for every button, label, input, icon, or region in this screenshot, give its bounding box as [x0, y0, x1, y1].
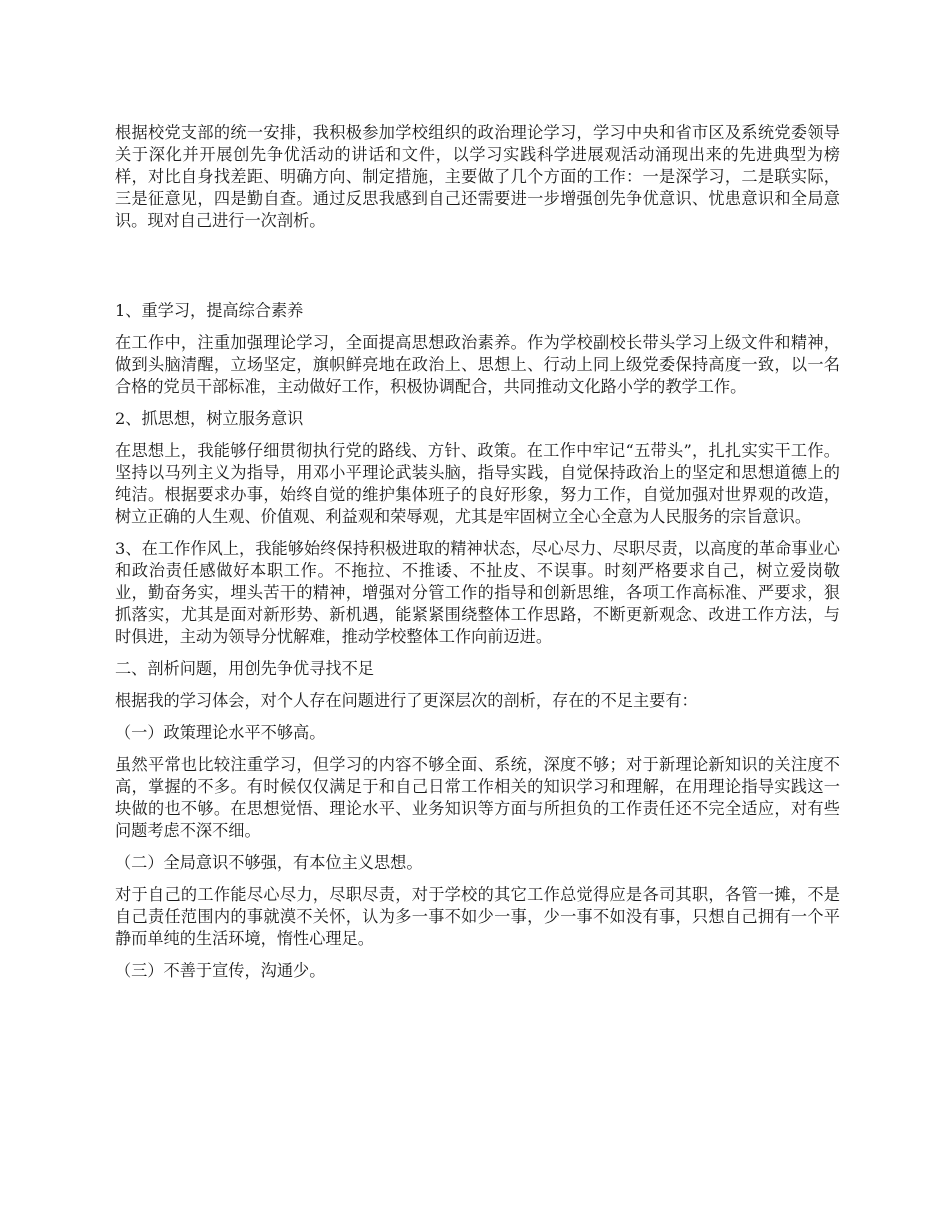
section-heading-analysis: 二、剖析问题，用创先争优寻找不足	[115, 659, 374, 678]
subheading-overall: （二）全局意识不够强，有本位主义思想。	[115, 853, 423, 872]
paragraph-work-style: 3、在工作作风上，我能够始终保持积极进取的精神状态，尽心尽力、尽职尽责，以高度的革命事业心和政治责任感做好本职工作。不拖拉、不推诿、不扯皮、不误事。时刻严格要求自己，树立爱岗敬业，勤奋务实，埋头苦干的精神，增强对分管工作的指导和创新思维，各项工作高标准、严要求，狠抓落实，尤其是面对新形势、新机遇，能紧紧围绕整体工作思路，不断更新观念、改进工作方法，与时俱进，主动为领导分忧解难，推动学校整体工作向前迈进。	[115, 539, 840, 646]
intro-paragraph: 根据校党支部的统一安排，我积极参加学校组织的政治理论学习，学习中央和省市区及系统党委领导关于深化并开展创先争优活动的讲话和文件，以学习实践科学进展观活动涌现出来的先进典型为榜样，对比自身找差距、明确方向、制定措施，主要做了几个方面的工作：一是深学习，二是联实际，三是征意见，四是勤自查。通过反思我感到自己还需要进一步增强创先争优意识、忧患意识和全局意识。现对自己进行一次剖析。	[115, 123, 840, 230]
paragraph-overall: 对于自己的工作能尽心尽力，尽职尽责，对于学校的其它工作总觉得应是各司其职，各管一摊，不是自己责任范围内的事就漠不关怀，认为多一事不如少一事，少一事不如没有事，只想自己拥有一个平静而单纯的生活环境，惰性心理足。	[115, 885, 840, 948]
document-body	[115, 122, 840, 992]
subheading-theory: （一）政策理论水平不够高。	[115, 723, 326, 742]
heading-study: 1、重学习，提高综合素养	[115, 301, 304, 320]
paragraph-theory: 虽然平常也比较注重学习，但学习的内容不够全面、系统，深度不够；对于新理论新知识的关注度不高，掌握的不多。有时候仅仅满足于和自己日常工作相关的知识学习和理解，在用理论指导实践这一块做的也不够。在思想觉悟、理论水平、业务知识等方面与所担负的工作责任还不完全适应，对有些问题考虑不深不细。	[115, 755, 840, 840]
paragraph-study: 在工作中，注重加强理论学习，全面提高思想政治素养。作为学校副校长带头学习上级文件和精神，做到头脑清醒，立场坚定，旗帜鲜亮地在政治上、思想上、行动上同上级党委保持高度一致，以一名合格的党员干部标准，主动做好工作，积极协调配合，共同推动文化路小学的教学工作。	[115, 333, 840, 396]
subheading-communication: （三）不善于宣传，沟通少。	[115, 961, 326, 980]
heading-thought: 2、抓思想，树立服务意识	[115, 409, 304, 428]
section-gap	[115, 242, 840, 300]
paragraph-analysis-intro: 根据我的学习体会，对个人存在问题进行了更深层次的剖析，存在的不足主要有：	[115, 691, 698, 710]
paragraph-thought: 在思想上，我能够仔细贯彻执行党的路线、方针、政策。在工作中牢记“五带头”，扎扎实实干工作。坚持以马列主义为指导，用邓小平理论武装头脑，指导实践，自觉保持政治上的坚定和思想道德上的纯洁。根据要求办事，始终自觉的维护集体班子的良好形象，努力工作，自觉加强对世界观的改造，树立正确的人生观、价值观、利益观和荣辱观，尤其是牢固树立全心全意为人民服务的宗旨意识。	[115, 441, 840, 526]
